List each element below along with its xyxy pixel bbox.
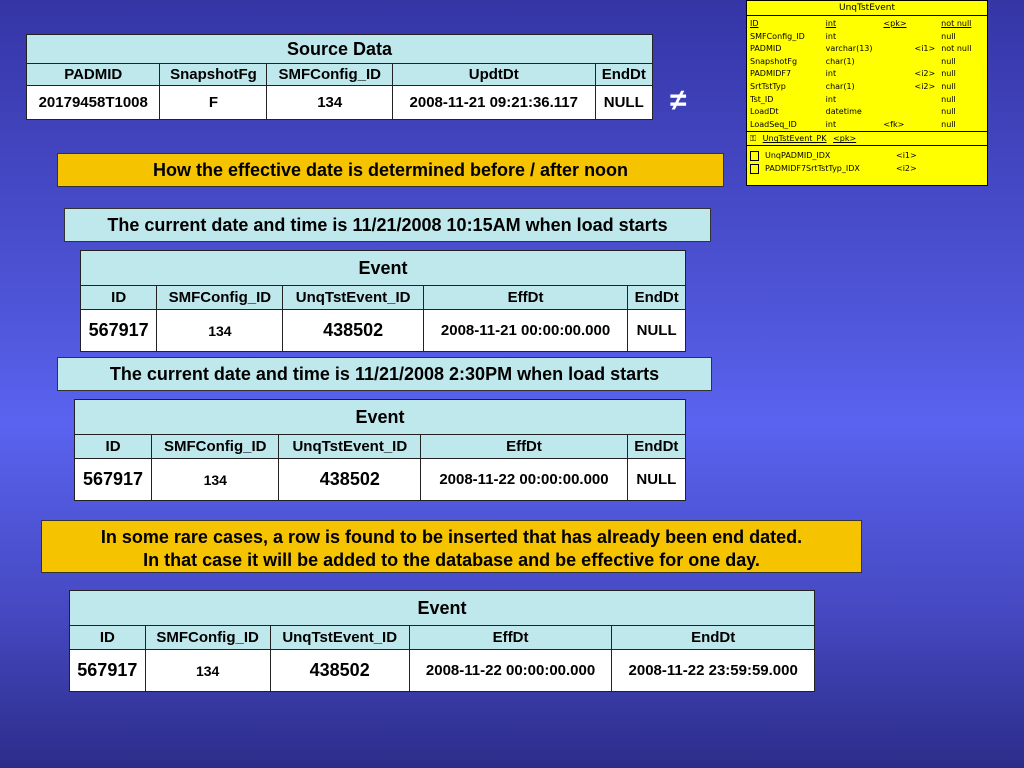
column-name: SrtTstTyp xyxy=(750,81,786,91)
table-cell: 20179458T1008 xyxy=(27,86,160,120)
source-data-table xyxy=(26,34,653,120)
col-header: SMFConfig_ID xyxy=(157,286,283,310)
col-header: EndDt xyxy=(595,64,652,86)
table-cell: 567917 xyxy=(81,310,157,352)
table-cell: NULL xyxy=(595,86,652,120)
event-table-2 xyxy=(74,399,686,501)
table-cell: NULL xyxy=(627,459,685,501)
col-header: EndDt xyxy=(628,286,686,310)
column-type: int xyxy=(825,31,837,41)
entity-column-row xyxy=(750,18,985,31)
table-cell: 134 xyxy=(152,459,279,501)
case1-caption: The current date and time is 11/21/2008 10:15AM when load starts xyxy=(64,208,711,242)
column-name: Tst_ID xyxy=(750,94,774,104)
index-list xyxy=(747,146,987,175)
index-row xyxy=(750,149,987,162)
column-null: null xyxy=(941,107,956,117)
pk-name: UnqTstEvent_PK xyxy=(762,134,827,144)
entity-column-row xyxy=(750,56,985,69)
column-key: <fk> xyxy=(883,119,905,129)
column-null: not null xyxy=(941,19,972,28)
table-cell: 2008-11-22 23:59:59.000 xyxy=(612,650,815,692)
col-header: EffDt xyxy=(423,286,627,310)
col-header: PADMID xyxy=(27,64,160,86)
entity-column-row xyxy=(750,106,985,119)
unqtstevent-entity-diagram xyxy=(746,0,988,186)
effective-date-banner: How the effective date is determined before / after noon xyxy=(57,153,724,187)
column-type: varchar(13) xyxy=(825,44,873,54)
col-header: ID xyxy=(81,286,157,310)
table-cell: 2008-11-21 00:00:00.000 xyxy=(423,310,627,352)
index-row xyxy=(750,162,987,175)
column-key xyxy=(883,94,941,107)
case2-caption: The current date and time is 11/21/2008 2:30PM when load starts xyxy=(57,357,712,391)
table-cell: 2008-11-21 09:21:36.117 xyxy=(392,86,595,120)
not-equal-symbol: ≠ xyxy=(670,84,687,117)
index-icon xyxy=(750,151,759,161)
col-header: SnapshotFg xyxy=(160,64,267,86)
event-table-title: Event xyxy=(70,591,815,626)
column-name: LoadSeq_ID xyxy=(750,119,797,129)
index-tag: <i1> xyxy=(896,151,917,161)
column-type: int xyxy=(825,19,837,28)
col-header: UpdtDt xyxy=(392,64,595,86)
col-header: SMFConfig_ID xyxy=(145,626,270,650)
table-cell: 567917 xyxy=(70,650,146,692)
pk-tag: <pk> xyxy=(833,134,857,144)
column-key: <pk> xyxy=(883,19,907,28)
rare-case-banner xyxy=(41,520,862,573)
column-name: SMFConfig_ID xyxy=(750,31,805,41)
event-table-1 xyxy=(80,250,686,352)
column-type: char(1) xyxy=(825,56,855,66)
column-name: PADMIDF7 xyxy=(750,69,792,79)
column-name: PADMID xyxy=(750,44,782,54)
column-key: <i1> xyxy=(914,44,936,54)
entity-column-row xyxy=(750,43,985,56)
column-name: SnapshotFg xyxy=(750,56,798,66)
rare-case-line-1: In some rare cases, a row is found to be inserted that has already been end dated. xyxy=(100,527,803,547)
col-header: UnqTstEvent_ID xyxy=(279,435,421,459)
column-name: LoadDt xyxy=(750,107,779,117)
entity-column-row xyxy=(750,119,985,132)
column-null: null xyxy=(941,56,956,66)
index-icon xyxy=(750,164,759,174)
column-key: <i2> xyxy=(914,69,936,79)
col-header: EffDt xyxy=(421,435,627,459)
column-null: null xyxy=(941,31,956,41)
key-icon: ⚿ xyxy=(750,134,757,144)
table-cell: 2008-11-22 00:00:00.000 xyxy=(421,459,627,501)
table-cell: 438502 xyxy=(270,650,409,692)
table-row xyxy=(75,459,686,501)
table-cell: 438502 xyxy=(283,310,423,352)
event-table-title: Event xyxy=(75,400,686,435)
source-data-title: Source Data xyxy=(27,35,653,64)
index-tag: <i2> xyxy=(896,164,917,174)
column-key xyxy=(883,106,941,119)
col-header: EffDt xyxy=(409,626,612,650)
column-null: not null xyxy=(941,44,972,54)
col-header: UnqTstEvent_ID xyxy=(270,626,409,650)
table-cell: 134 xyxy=(157,310,283,352)
event-table-3 xyxy=(69,590,815,692)
column-name: ID xyxy=(750,19,759,28)
entity-column-row xyxy=(750,31,985,44)
entity-column-row xyxy=(750,68,985,81)
column-null: null xyxy=(941,94,956,104)
table-row xyxy=(27,86,653,120)
table-cell: F xyxy=(160,86,267,120)
col-header: EndDt xyxy=(612,626,815,650)
rare-case-line-2: In that case it will be added to the database and be effective for one day. xyxy=(143,550,760,570)
column-type: int xyxy=(825,69,837,79)
col-header: ID xyxy=(75,435,152,459)
table-cell: 134 xyxy=(145,650,270,692)
index-name: UnqPADMID_IDX xyxy=(765,151,831,161)
col-header: SMFConfig_ID xyxy=(267,64,393,86)
col-header: ID xyxy=(70,626,146,650)
column-key xyxy=(883,31,941,44)
index-name: PADMIDF7SrtTstTyp_IDX xyxy=(765,164,860,174)
column-key: <i2> xyxy=(914,81,936,91)
table-cell: 134 xyxy=(267,86,393,120)
column-key xyxy=(883,56,941,69)
column-type: char(1) xyxy=(825,81,855,91)
column-null: null xyxy=(941,81,956,91)
table-cell: NULL xyxy=(628,310,686,352)
column-type: int xyxy=(825,119,837,129)
entity-title: UnqTstEvent xyxy=(747,1,987,16)
column-null: null xyxy=(941,119,956,129)
entity-column-row xyxy=(750,81,985,94)
table-row xyxy=(81,310,686,352)
column-type: int xyxy=(825,94,837,104)
col-header: EndDt xyxy=(627,435,685,459)
column-null: null xyxy=(941,69,956,79)
entity-columns xyxy=(747,16,987,132)
primary-key-row xyxy=(747,132,987,146)
table-cell: 438502 xyxy=(279,459,421,501)
table-cell: 2008-11-22 00:00:00.000 xyxy=(409,650,612,692)
table-cell: 567917 xyxy=(75,459,152,501)
col-header: SMFConfig_ID xyxy=(152,435,279,459)
table-row xyxy=(70,650,815,692)
column-type: datetime xyxy=(825,107,862,117)
entity-column-row xyxy=(750,94,985,107)
col-header: UnqTstEvent_ID xyxy=(283,286,423,310)
event-table-title: Event xyxy=(81,251,686,286)
